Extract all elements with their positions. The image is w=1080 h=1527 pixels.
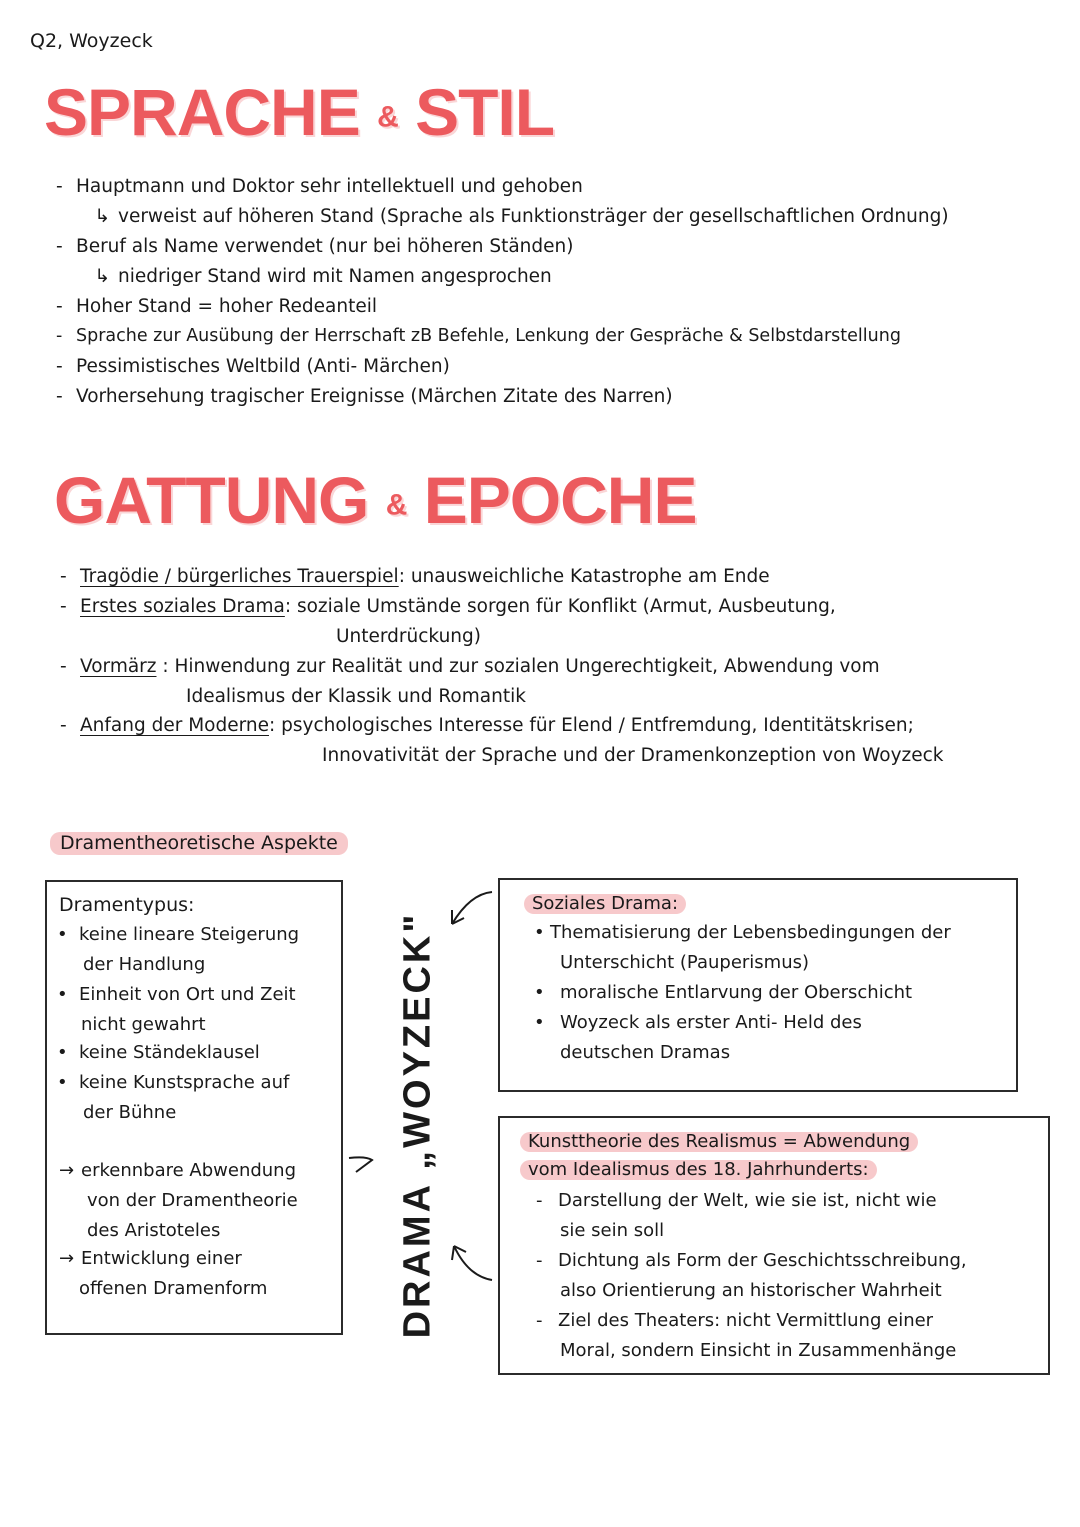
list-item-text: Einheit von Ort und Zeit — [79, 984, 296, 1005]
arrow-icon: ↳ — [94, 266, 110, 287]
arrow-right-icon: → — [59, 1248, 75, 1269]
definition: unausweichliche Katastrophe am Ende — [410, 566, 770, 587]
list-item-continued: der Handlung — [83, 954, 206, 975]
box-dramentypus — [45, 880, 343, 1335]
list-item-text: Woyzeck als erster Anti- Held des — [560, 1012, 862, 1033]
conclusion-continued: von der Dramentheorie — [87, 1190, 298, 1211]
list-item: - Beruf als Name verwendet (nur bei höheren Ständen) — [56, 236, 574, 257]
list-item: - Anfang der Moderne: psychologisches Interesse für Elend / Entfremdung, Identitätskrisen; — [60, 715, 914, 736]
list-item-text: Dichtung als Form der Geschichtsschreibung, — [558, 1250, 967, 1271]
conclusion-text: Entwicklung einer — [81, 1248, 242, 1269]
list-item-text: Sprache zur Ausübung der Herrschaft zB Befehle, Lenkung der Gespräche & Selbstdarstellung — [76, 326, 901, 346]
subheading-dramentheorie: Dramentheoretische Aspekte — [50, 832, 348, 855]
list-item-sub — [76, 268, 552, 287]
list-item: • keine lineare Steigerung — [57, 924, 300, 945]
conclusion-continued: offenen Dramenform — [79, 1278, 268, 1299]
list-item-text: keine Ständeklausel — [79, 1042, 260, 1063]
box-title: Dramentypus: — [59, 894, 195, 916]
list-item-text: Ziel des Theaters: nicht Vermittlung einer — [558, 1310, 934, 1331]
list-item-continued: nicht gewahrt — [81, 1014, 206, 1035]
list-item: - Erstes soziales Drama: soziale Umstände sorgen für Konflikt (Armut, Ausbeutung, — [60, 596, 836, 617]
list-item-continued: Unterschicht (Pauperismus) — [560, 952, 810, 973]
list-item-text: Beruf als Name verwendet (nur bei höheren Ständen) — [76, 236, 574, 257]
definition: psychologisches Interesse für Elend / Entfremdung, Identitätskrisen; — [281, 715, 914, 736]
course-label: Q2, Woyzeck — [30, 30, 153, 52]
list-item-sub — [76, 208, 949, 227]
list-item-text: Hauptmann und Doktor sehr intellektuell und gehoben — [76, 176, 583, 197]
heading-word-2: EPOCHE — [423, 463, 697, 537]
conclusion-continued: des Aristoteles — [87, 1220, 221, 1241]
term: Vormärz — [80, 656, 157, 677]
box-title-line-2: vom Idealismus des 18. Jahrhunderts: — [520, 1160, 877, 1180]
list-item-continued: der Bühne — [83, 1102, 177, 1123]
list-item: - Vorhersehung tragischer Ereignisse (Märchen Zitate des Narren) — [56, 386, 673, 407]
list-item-text: keine lineare Steigerung — [79, 924, 300, 945]
heading-ampersand: & — [385, 488, 407, 522]
list-item: • Einheit von Ort und Zeit — [57, 984, 296, 1005]
list-item-continued: also Orientierung an historischer Wahrheit — [560, 1280, 942, 1301]
conclusion-text: erkennbare Abwendung — [81, 1160, 297, 1181]
definition-continued: Unterdrückung) — [336, 626, 481, 647]
list-item: - Vormärz : Hinwendung zur Realität und zur sozialen Ungerechtigkeit, Abwendung vom — [60, 656, 880, 677]
heading-word-1: SPRACHE — [44, 75, 360, 149]
arrow-icon: ↳ — [94, 206, 110, 227]
arrow-right-icon: → — [59, 1160, 75, 1181]
list-item-continued: deutschen Dramas — [560, 1042, 731, 1063]
list-item: - Dichtung als Form der Geschichtsschreibung, — [536, 1250, 967, 1271]
center-title-text: DRAMA „WOYZECK" — [396, 911, 439, 1339]
heading-word-1: GATTUNG — [54, 463, 369, 537]
hook-arrow-icon — [346, 1152, 376, 1176]
box-title: Soziales Drama: — [524, 894, 686, 914]
list-item-text: Vorhersehung tragischer Ereignisse (Märchen Zitate des Narren) — [76, 386, 673, 407]
list-item: - Ziel des Theaters: nicht Vermittlung einer — [536, 1310, 934, 1331]
term: Anfang der Moderne — [80, 715, 269, 736]
definition-continued: Idealismus der Klassik und Romantik — [186, 686, 526, 707]
box-title-line-1: Kunsttheorie des Realismus = Abwendung — [520, 1132, 918, 1152]
list-item: • Woyzeck als erster Anti- Held des — [534, 1012, 862, 1033]
arrow-to-top-box-icon — [440, 884, 500, 944]
list-item-text: Thematisierung der Lebensbedingungen der — [550, 922, 951, 943]
section-heading-gattung-epoche — [54, 462, 697, 538]
list-item: • keine Kunstsprache auf — [57, 1072, 290, 1093]
list-item-text: keine Kunstsprache auf — [79, 1072, 290, 1093]
heading-ampersand: & — [377, 100, 398, 134]
list-item-continued: sie sein soll — [560, 1220, 665, 1241]
term: Erstes soziales Drama — [80, 596, 285, 617]
list-item-text: Darstellung der Welt, wie sie ist, nicht wie — [558, 1190, 937, 1211]
list-item: • Thematisierung der Lebensbedingungen der — [534, 922, 951, 943]
arrow-to-bottom-box-icon — [440, 1236, 500, 1286]
list-item-text: Hoher Stand = hoher Redeanteil — [76, 296, 378, 317]
list-item: - Hoher Stand = hoher Redeanteil — [56, 296, 378, 317]
heading-word-2: STIL — [415, 75, 555, 149]
list-item: - Pessimistisches Weltbild (Anti- Märchen) — [56, 356, 450, 377]
list-item-text: Pessimistisches Weltbild (Anti- Märchen) — [76, 356, 450, 377]
list-item: - Darstellung der Welt, wie sie ist, nicht wie — [536, 1190, 937, 1211]
conclusion-item — [59, 1250, 242, 1268]
term: Tragödie / bürgerliches Trauerspiel — [80, 566, 399, 587]
list-item: - Tragödie / bürgerliches Trauerspiel: unausweichliche Katastrophe am Ende — [60, 566, 770, 587]
box-soziales-drama — [498, 878, 1018, 1092]
conclusion-item — [59, 1162, 296, 1180]
center-title-vertical — [396, 911, 439, 1339]
list-item: - Sprache zur Ausübung der Herrschaft zB Befehle, Lenkung der Gespräche & Selbstdarstellung — [56, 326, 901, 346]
definition: Hinwendung zur Realität und zur sozialen Ungerechtigkeit, Abwendung vom — [174, 656, 880, 677]
definition-continued: Innovativität der Sprache und der Dramenkonzeption von Woyzeck — [322, 745, 944, 766]
list-item-text: verweist auf höheren Stand (Sprache als Funktionsträger der gesellschaftlichen Ordnung) — [118, 206, 949, 227]
list-item: • keine Ständeklausel — [57, 1042, 260, 1063]
box-realismus — [498, 1116, 1050, 1375]
list-item-text: niedriger Stand wird mit Namen angesprochen — [118, 266, 552, 287]
section-heading-sprache-stil — [44, 74, 554, 150]
list-item: - Hauptmann und Doktor sehr intellektuell und gehoben — [56, 176, 583, 197]
definition: soziale Umstände sorgen für Konflikt (Armut, Ausbeutung, — [296, 596, 836, 617]
list-item: • moralische Entlarvung der Oberschicht — [534, 982, 913, 1003]
list-item-continued: Moral, sondern Einsicht in Zusammenhänge — [560, 1340, 957, 1361]
list-item-text: moralische Entlarvung der Oberschicht — [560, 982, 913, 1003]
